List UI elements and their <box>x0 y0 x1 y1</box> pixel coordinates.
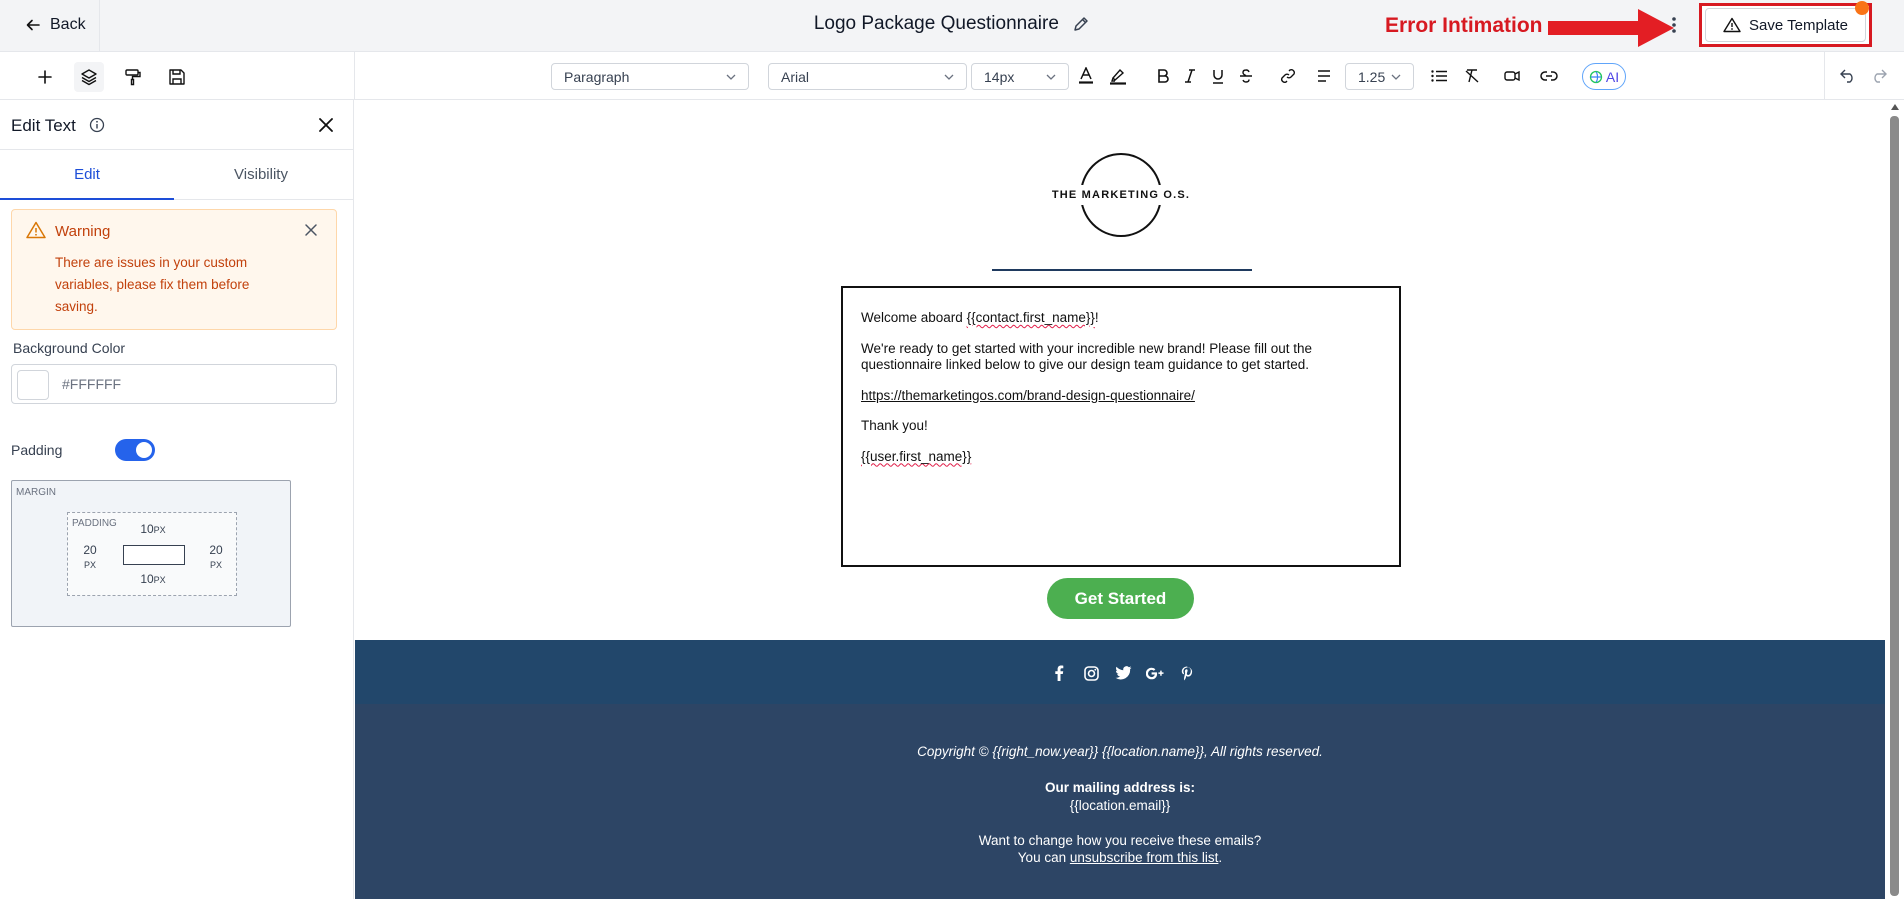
warning-title: Warning <box>55 223 111 240</box>
warning-message: There are issues in your custom variables, please fix them before saving. <box>55 255 250 314</box>
notification-dot <box>1855 1 1869 15</box>
undo-icon[interactable] <box>1837 65 1859 87</box>
email-canvas <box>355 100 1885 899</box>
pinterest-icon[interactable] <box>1178 664 1196 682</box>
save-template-label: Save Template <box>1749 16 1848 34</box>
line-height-value: 1.25 <box>1358 68 1386 85</box>
unsubscribe-line <box>355 850 1885 865</box>
block-type-select[interactable] <box>551 63 749 90</box>
toggle-knob <box>136 442 152 458</box>
padding-bottom-number: 10 <box>140 572 154 586</box>
panel-header <box>0 100 354 150</box>
font-family-select[interactable] <box>768 63 967 90</box>
error-arrow-icon <box>1548 8 1676 48</box>
chevron-down-icon <box>726 74 736 80</box>
error-intimation-label: Error Intimation <box>1385 14 1543 37</box>
body-paragraph: We're ready to get started with your incredible new brand! Please fill out the questionnaire linked below to give our design team guidance to get started. <box>861 340 1313 372</box>
padding-inner-label: PADDING <box>72 518 117 529</box>
divider <box>1824 52 1825 100</box>
padding-toggle[interactable] <box>115 439 155 461</box>
panel-tabs <box>0 150 354 200</box>
google-plus-icon[interactable] <box>1146 664 1164 682</box>
highlight-color-icon[interactable] <box>1107 65 1129 87</box>
twitter-icon[interactable] <box>1114 664 1132 682</box>
mailing-address-value: {{location.email}} <box>1069 798 1171 813</box>
user-first-name-variable: {{user.first_name}} <box>861 448 972 464</box>
paint-roller-icon <box>124 68 142 86</box>
align-icon[interactable] <box>1313 65 1335 87</box>
scrollbar-thumb[interactable] <box>1890 116 1899 896</box>
add-element-button[interactable] <box>30 62 60 92</box>
line-height-select[interactable] <box>1345 63 1414 90</box>
padding-right-value[interactable] <box>204 543 228 572</box>
warning-alert <box>11 209 337 330</box>
questionnaire-link[interactable]: https://themarketingos.com/brand-design-questionnaire/ <box>861 387 1195 403</box>
padding-label: Padding <box>11 442 63 458</box>
padding-bottom-value[interactable] <box>138 572 168 587</box>
footer <box>355 704 1885 899</box>
padding-left-unit: PX <box>83 560 96 570</box>
unsubscribe-prefix: You can <box>1017 850 1070 865</box>
unsubscribe-link[interactable]: unsubscribe from this list <box>1069 850 1219 865</box>
padding-top-value[interactable] <box>138 522 168 537</box>
template-title: Logo Package Questionnaire <box>813 13 1059 34</box>
background-color-field <box>11 364 337 404</box>
top-bar <box>0 0 1904 52</box>
social-icons-row <box>1050 664 1196 682</box>
selected-text-block[interactable] <box>841 286 1401 567</box>
padding-right-number: 20 <box>209 543 223 557</box>
padding-left-number: 20 <box>83 543 97 557</box>
instagram-icon[interactable] <box>1082 664 1100 682</box>
chevron-down-icon <box>1046 74 1056 80</box>
plus-icon <box>37 69 53 85</box>
box-model-editor <box>11 480 291 627</box>
info-icon[interactable] <box>89 117 105 133</box>
get-started-button[interactable]: Get Started <box>1047 578 1194 619</box>
underline-icon[interactable] <box>1207 65 1229 87</box>
content-box <box>123 545 185 565</box>
logo-block[interactable] <box>355 140 1885 240</box>
italic-icon[interactable] <box>1179 65 1201 87</box>
background-color-input[interactable] <box>62 365 322 403</box>
mailing-address-label: Our mailing address is: <box>1044 780 1196 795</box>
padding-box <box>67 512 237 596</box>
tab-edit[interactable]: Edit <box>0 150 174 200</box>
font-size-select[interactable] <box>971 63 1069 90</box>
ai-assistant-button[interactable] <box>1582 63 1626 90</box>
link-icon[interactable] <box>1277 65 1299 87</box>
margin-label: MARGIN <box>16 487 56 498</box>
greeting-suffix: ! <box>1094 310 1099 325</box>
unsubscribe-suffix: . <box>1218 850 1223 865</box>
padding-top-number: 10 <box>140 522 154 536</box>
padding-right-unit: PX <box>209 560 222 570</box>
trigger-link-icon[interactable] <box>1538 65 1560 87</box>
redo-icon[interactable] <box>1868 65 1890 87</box>
scroll-up-arrow-icon[interactable] <box>1891 104 1899 110</box>
font-family-value: Arial <box>781 68 810 85</box>
clear-format-icon[interactable] <box>1461 65 1483 87</box>
layers-icon <box>80 68 98 86</box>
social-band <box>355 640 1885 704</box>
close-icon[interactable] <box>316 115 336 135</box>
block-type-value: Paragraph <box>564 68 630 85</box>
save-block-button[interactable] <box>162 62 192 92</box>
back-label: Back <box>50 16 86 33</box>
text-color-icon[interactable] <box>1075 65 1097 87</box>
chevron-down-icon <box>944 74 954 80</box>
edit-text-panel <box>0 100 354 899</box>
canvas-scrollbar[interactable] <box>1886 100 1904 899</box>
strikethrough-icon[interactable] <box>1235 65 1257 87</box>
chevron-down-icon <box>1391 74 1401 80</box>
thanks-line: Thank you! <box>861 418 928 433</box>
editor-toolbar <box>0 52 1904 100</box>
warning-triangle-icon <box>1723 17 1741 33</box>
font-size-value: 14px <box>984 68 1015 85</box>
facebook-icon[interactable] <box>1050 664 1068 682</box>
panel-title: Edit Text <box>11 116 76 135</box>
styles-button[interactable] <box>118 62 148 92</box>
background-color-label: Background Color <box>13 340 126 356</box>
ai-sparkle-icon <box>1589 70 1603 84</box>
more-vertical-icon[interactable] <box>1671 14 1677 36</box>
greeting-prefix: Welcome aboard <box>861 310 967 325</box>
logo-text: THE MARKETING O.S. <box>1051 189 1191 201</box>
warning-triangle-icon <box>26 221 46 239</box>
save-template-button[interactable] <box>1705 8 1866 42</box>
copyright-text: Copyright © {{right_now.year}} {{location.name}}, All rights reserved. <box>917 744 1323 759</box>
layers-button[interactable] <box>74 62 104 92</box>
contact-first-name-variable: {{contact.first_name}} <box>966 310 1095 325</box>
change-preferences-question: Want to change how you receive these emails? <box>978 833 1262 848</box>
padding-top-unit: PX <box>153 525 166 535</box>
bullet-list-icon[interactable] <box>1428 65 1450 87</box>
tab-visibility[interactable]: Visibility <box>234 166 288 183</box>
color-swatch[interactable] <box>17 370 49 400</box>
pencil-icon[interactable] <box>1072 15 1090 33</box>
padding-left-value[interactable] <box>78 543 102 572</box>
divider-line <box>992 269 1252 271</box>
padding-bottom-unit: PX <box>153 575 166 585</box>
greeting-line <box>861 310 1381 327</box>
floppy-disk-icon <box>168 68 186 86</box>
close-icon[interactable] <box>304 223 318 237</box>
ai-label: AI <box>1605 68 1620 85</box>
divider <box>354 52 355 100</box>
bold-icon[interactable] <box>1152 65 1174 87</box>
custom-values-icon[interactable] <box>1501 65 1523 87</box>
